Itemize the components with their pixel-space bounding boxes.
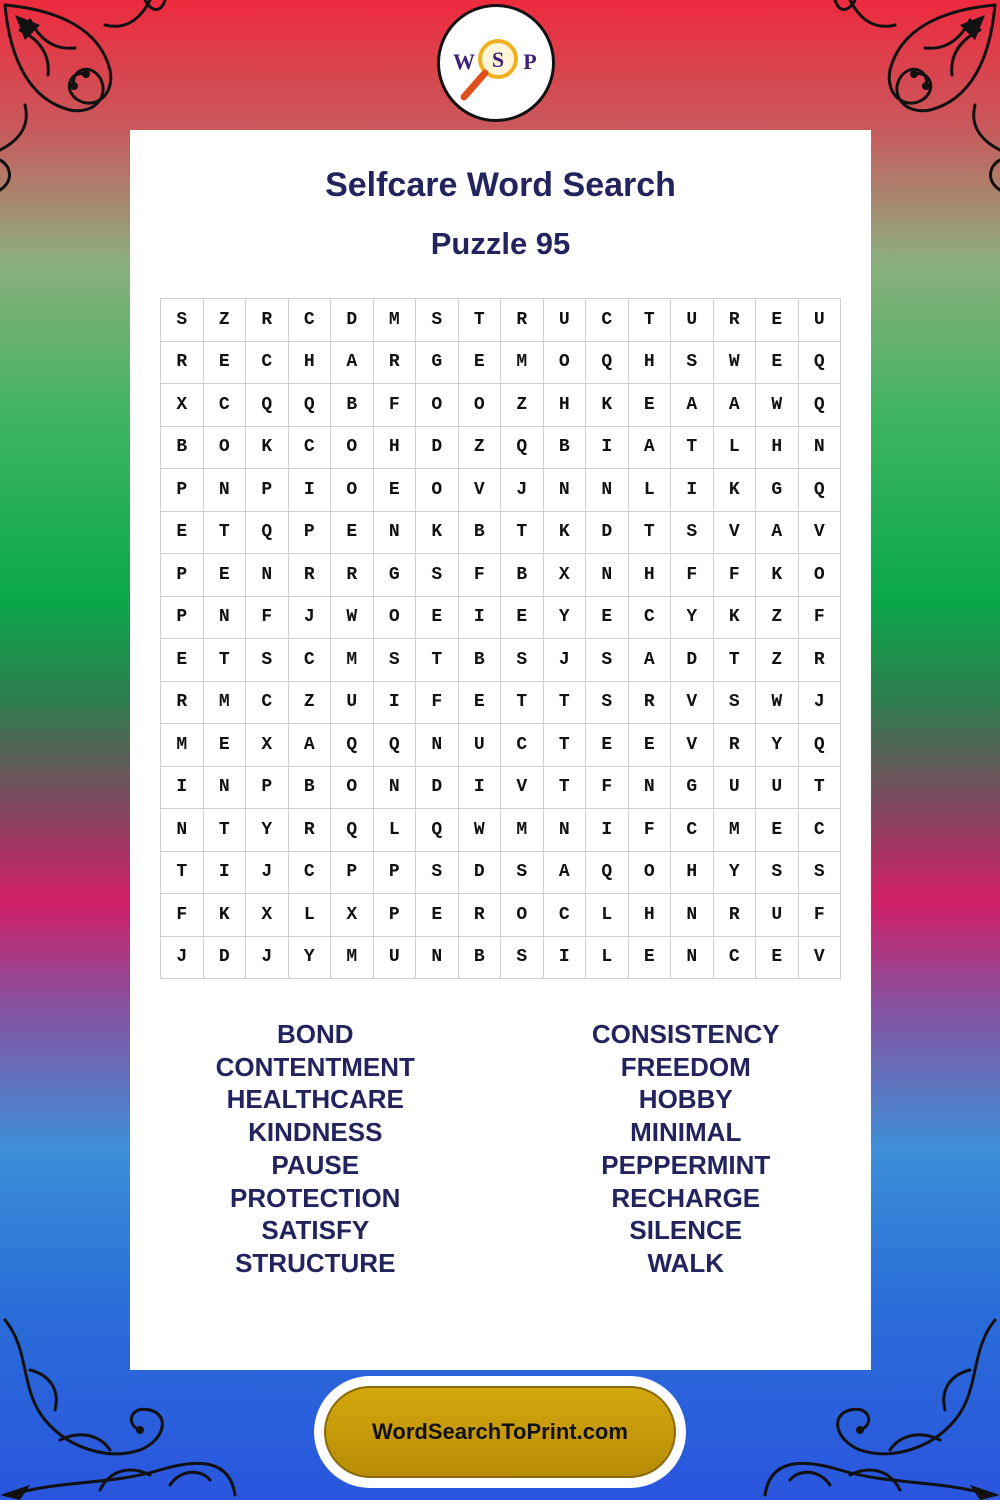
grid-cell[interactable]: E [204,554,247,597]
grid-cell[interactable]: F [161,894,204,937]
grid-cell[interactable]: Y [671,597,714,640]
grid-cell[interactable]: E [416,894,459,937]
grid-cell[interactable]: V [671,724,714,767]
grid-cell[interactable]: C [204,384,247,427]
grid-cell[interactable]: E [331,512,374,555]
grid-cell[interactable]: C [246,342,289,385]
grid-cell[interactable]: S [416,554,459,597]
grid-cell[interactable]: A [756,512,799,555]
word-list-right [501,1018,872,1280]
grid-cell[interactable]: Q [416,809,459,852]
grid-cell[interactable]: H [374,427,417,470]
grid-cell[interactable]: S [416,299,459,342]
grid-cell[interactable]: K [416,512,459,555]
grid-cell[interactable]: M [161,724,204,767]
grid-cell[interactable]: A [331,342,374,385]
grid-cell[interactable]: B [161,427,204,470]
grid-cell[interactable]: E [756,342,799,385]
grid-cell[interactable]: N [586,469,629,512]
grid-cell[interactable]: G [416,342,459,385]
grid-cell[interactable]: N [374,767,417,810]
grid-cell[interactable]: S [799,852,842,895]
grid-cell[interactable]: K [246,427,289,470]
grid-cell[interactable]: V [459,469,502,512]
grid-cell[interactable]: R [799,639,842,682]
grid-cell[interactable]: I [161,767,204,810]
grid-cell[interactable]: Z [204,299,247,342]
grid-cell[interactable]: E [204,342,247,385]
grid-cell[interactable]: W [756,384,799,427]
grid-cell[interactable]: C [246,682,289,725]
grid-cell[interactable]: E [459,682,502,725]
grid-cell[interactable]: N [374,512,417,555]
grid-cell[interactable]: C [501,724,544,767]
grid-cell[interactable]: H [289,342,332,385]
grid-cell[interactable]: U [671,299,714,342]
grid-cell[interactable]: S [161,299,204,342]
logo-letter-p: P [523,49,537,74]
grid-cell[interactable]: J [246,852,289,895]
grid-cell[interactable]: S [374,639,417,682]
grid-cell[interactable]: S [501,852,544,895]
word-list-item: PROTECTION [230,1182,401,1213]
grid-cell[interactable]: I [586,427,629,470]
grid-cell[interactable]: S [586,639,629,682]
grid-cell[interactable]: D [331,299,374,342]
grid-cell[interactable]: K [204,894,247,937]
grid-cell[interactable]: K [756,554,799,597]
grid-cell[interactable]: E [629,937,672,980]
grid-cell[interactable]: G [374,554,417,597]
grid-cell[interactable]: T [501,682,544,725]
grid-cell[interactable]: O [416,469,459,512]
grid-cell[interactable]: F [799,894,842,937]
grid-cell[interactable]: T [799,767,842,810]
grid-cell[interactable]: S [501,639,544,682]
grid-cell[interactable]: Q [246,384,289,427]
grid-cell[interactable]: H [544,384,587,427]
grid-cell[interactable]: S [714,682,757,725]
grid-cell[interactable]: N [586,554,629,597]
grid-cell[interactable]: R [714,894,757,937]
grid-cell[interactable]: Z [289,682,332,725]
grid-cell[interactable]: E [629,384,672,427]
word-list-item: PAUSE [271,1149,360,1180]
grid-cell[interactable]: A [671,384,714,427]
grid-cell[interactable]: N [799,427,842,470]
grid-cell[interactable]: Y [756,724,799,767]
grid-cell[interactable]: P [374,852,417,895]
grid-cell[interactable]: M [501,809,544,852]
grid-cell[interactable]: Z [501,384,544,427]
grid-cell[interactable]: P [161,469,204,512]
grid-cell[interactable]: E [161,639,204,682]
grid-cell[interactable]: W [331,597,374,640]
grid-cell[interactable]: T [544,682,587,725]
grid-cell[interactable]: X [161,384,204,427]
grid-cell[interactable]: Y [544,597,587,640]
grid-cell[interactable]: Y [246,809,289,852]
grid-cell[interactable]: T [544,767,587,810]
grid-cell[interactable]: E [501,597,544,640]
grid-cell[interactable]: Q [799,724,842,767]
grid-cell[interactable]: V [799,937,842,980]
grid-cell[interactable]: D [671,639,714,682]
word-list-item: CONTENTMENT [215,1051,415,1082]
grid-cell[interactable]: O [416,384,459,427]
grid-cell[interactable]: X [246,894,289,937]
grid-cell[interactable]: B [289,767,332,810]
grid-cell[interactable]: I [459,767,502,810]
grid-cell[interactable]: D [416,427,459,470]
grid-cell[interactable]: G [671,767,714,810]
grid-cell[interactable]: W [756,682,799,725]
grid-cell[interactable]: S [416,852,459,895]
grid-cell[interactable]: L [629,469,672,512]
grid-cell[interactable]: F [246,597,289,640]
grid-cell[interactable]: N [416,937,459,980]
grid-cell[interactable]: Q [799,342,842,385]
word-list-item: CONSISTENCY [591,1019,780,1049]
grid-cell[interactable]: N [544,809,587,852]
grid-cell[interactable]: B [544,427,587,470]
grid-cell[interactable]: U [756,767,799,810]
grid-cell[interactable]: C [586,299,629,342]
word-list-item: PEPPERMINT [601,1149,771,1180]
grid-cell[interactable]: R [459,894,502,937]
grid-cell[interactable]: Z [756,639,799,682]
grid-cell[interactable]: T [459,299,502,342]
grid-cell[interactable]: C [289,427,332,470]
grid-cell[interactable]: B [459,937,502,980]
grid-cell[interactable]: O [799,554,842,597]
grid-cell[interactable]: U [459,724,502,767]
grid-cell[interactable]: E [204,724,247,767]
grid-cell[interactable]: E [459,342,502,385]
grid-cell[interactable]: U [331,682,374,725]
grid-cell[interactable]: S [246,639,289,682]
grid-cell[interactable]: Y [289,937,332,980]
word-list-item: KINDNESS [248,1117,383,1148]
grid-cell[interactable]: T [204,639,247,682]
grid-cell[interactable]: F [374,384,417,427]
grid-cell[interactable]: X [246,724,289,767]
grid-cell[interactable]: O [459,384,502,427]
grid-cell[interactable]: I [374,682,417,725]
grid-cell[interactable]: N [204,597,247,640]
grid-cell[interactable]: N [416,724,459,767]
grid-cell[interactable]: M [714,809,757,852]
grid-cell[interactable]: F [629,809,672,852]
grid-cell[interactable]: J [289,597,332,640]
grid-cell[interactable]: T [501,512,544,555]
word-list [130,1018,871,1280]
grid-cell[interactable]: R [246,299,289,342]
grid-cell[interactable]: E [586,597,629,640]
grid-cell[interactable]: O [331,767,374,810]
grid-cell[interactable]: R [501,299,544,342]
grid-cell[interactable]: L [714,427,757,470]
grid-cell[interactable]: Q [799,384,842,427]
grid-cell[interactable]: P [331,852,374,895]
grid-cell[interactable]: D [586,512,629,555]
grid-cell[interactable]: M [204,682,247,725]
grid-cell[interactable]: N [671,894,714,937]
site-logo[interactable] [437,4,555,122]
grid-cell[interactable]: Z [756,597,799,640]
grid-cell[interactable]: L [289,894,332,937]
grid-cell[interactable]: Q [331,724,374,767]
grid-cell[interactable]: J [246,937,289,980]
grid-cell[interactable]: B [501,554,544,597]
word-list-item: SILENCE [629,1215,743,1246]
grid-cell[interactable]: E [416,597,459,640]
grid-cell[interactable]: I [586,809,629,852]
grid-cell[interactable]: T [204,809,247,852]
grid-cell[interactable]: Z [459,427,502,470]
grid-cell[interactable]: Q [246,512,289,555]
grid-cell[interactable]: F [459,554,502,597]
grid-cell[interactable]: T [544,724,587,767]
puzzle-number: Puzzle 95 [430,226,571,261]
grid-cell[interactable]: N [204,469,247,512]
grid-cell[interactable]: J [161,937,204,980]
grid-cell[interactable]: E [756,299,799,342]
grid-cell[interactable]: H [629,894,672,937]
grid-cell[interactable]: V [714,512,757,555]
grid-cell[interactable]: L [374,809,417,852]
grid-cell[interactable]: Q [586,342,629,385]
grid-cell[interactable]: R [714,299,757,342]
grid-cell[interactable]: F [416,682,459,725]
grid-cell[interactable]: R [161,682,204,725]
grid-cell[interactable]: P [246,767,289,810]
grid-cell[interactable]: M [331,937,374,980]
grid-cell[interactable]: O [629,852,672,895]
grid-cell[interactable]: C [714,937,757,980]
grid-cell[interactable]: X [331,894,374,937]
grid-cell[interactable]: F [799,597,842,640]
grid-cell[interactable]: K [544,512,587,555]
grid-cell[interactable]: I [459,597,502,640]
grid-cell[interactable]: G [756,469,799,512]
grid-cell[interactable]: F [714,554,757,597]
grid-cell[interactable]: J [799,682,842,725]
grid-cell[interactable]: P [374,894,417,937]
grid-cell[interactable]: C [671,809,714,852]
grid-cell[interactable]: I [671,469,714,512]
grid-cell[interactable]: L [586,894,629,937]
grid-cell[interactable]: J [501,469,544,512]
grid-cell[interactable]: M [501,342,544,385]
word-list-item: WALK [647,1247,725,1278]
grid-cell[interactable]: R [289,809,332,852]
grid-cell[interactable]: K [714,469,757,512]
grid-cell[interactable]: N [161,809,204,852]
grid-cell[interactable]: T [671,427,714,470]
grid-cell[interactable]: O [501,894,544,937]
grid-cell[interactable]: B [459,512,502,555]
grid-cell[interactable]: W [714,342,757,385]
grid-cell[interactable]: S [501,937,544,980]
grid-cell[interactable]: C [799,809,842,852]
grid-cell[interactable]: T [204,512,247,555]
grid-cell[interactable]: A [629,639,672,682]
grid-cell[interactable]: Q [331,809,374,852]
grid-cell[interactable]: C [544,894,587,937]
grid-cell[interactable]: A [629,427,672,470]
grid-cell[interactable]: E [629,724,672,767]
grid-cell[interactable]: Y [714,852,757,895]
grid-cell[interactable]: T [161,852,204,895]
grid-cell[interactable]: S [671,342,714,385]
grid-cell[interactable]: X [544,554,587,597]
grid-cell[interactable]: H [671,852,714,895]
grid-cell[interactable]: O [331,427,374,470]
grid-cell[interactable]: E [756,937,799,980]
grid-cell[interactable]: Q [799,469,842,512]
grid-cell[interactable]: A [544,852,587,895]
grid-cell[interactable]: N [204,767,247,810]
grid-cell[interactable]: V [501,767,544,810]
grid-cell[interactable]: T [629,512,672,555]
grid-cell[interactable]: D [459,852,502,895]
grid-cell[interactable]: A [714,384,757,427]
grid-cell[interactable]: C [289,299,332,342]
grid-cell[interactable]: T [629,299,672,342]
grid-cell[interactable]: R [331,554,374,597]
word-list-item: MINIMAL [630,1117,742,1148]
grid-cell[interactable]: K [714,597,757,640]
word-list-item: SATISFY [261,1215,370,1246]
logo-letter-s: S [491,47,505,72]
grid-cell[interactable]: N [629,767,672,810]
grid-cell[interactable]: D [204,937,247,980]
word-list-item: FREEDOM [620,1051,751,1082]
grid-cell[interactable]: O [544,342,587,385]
grid-cell[interactable]: U [799,299,842,342]
grid-cell[interactable]: T [714,639,757,682]
grid-cell[interactable]: F [586,767,629,810]
grid-cell[interactable]: C [289,639,332,682]
grid-cell[interactable]: S [756,852,799,895]
word-list-item: BOND [276,1019,354,1049]
grid-cell[interactable]: V [799,512,842,555]
word-list-item: HEALTHCARE [226,1084,404,1115]
grid-cell[interactable]: R [714,724,757,767]
grid-cell[interactable]: B [331,384,374,427]
grid-cell[interactable]: C [289,852,332,895]
grid-cell[interactable]: N [544,469,587,512]
grid-cell[interactable]: N [246,554,289,597]
grid-cell[interactable]: F [671,554,714,597]
grid-cell[interactable]: N [671,937,714,980]
puzzle-card [130,130,871,1370]
grid-cell[interactable]: O [204,427,247,470]
grid-cell[interactable]: J [544,639,587,682]
site-banner[interactable] [314,1376,686,1488]
grid-cell[interactable]: H [629,554,672,597]
grid-cell[interactable]: B [459,639,502,682]
grid-cell[interactable]: P [161,597,204,640]
word-list-left [130,1018,501,1280]
word-list-item: HOBBY [638,1084,733,1115]
grid-cell[interactable]: P [246,469,289,512]
grid-cell[interactable]: P [289,512,332,555]
word-list-item: RECHARGE [611,1182,761,1213]
magnifier-icon [440,7,552,119]
grid-cell[interactable]: Q [501,427,544,470]
grid-cell[interactable]: U [756,894,799,937]
grid-cell[interactable]: L [586,937,629,980]
grid-cell[interactable]: V [671,682,714,725]
grid-cell[interactable]: H [629,342,672,385]
grid-cell[interactable]: E [756,809,799,852]
grid-cell[interactable]: D [416,767,459,810]
grid-cell[interactable]: U [714,767,757,810]
letter-grid [160,298,841,979]
grid-cell[interactable]: Q [374,724,417,767]
grid-cell[interactable]: M [331,639,374,682]
logo-letter-w: W [453,49,475,74]
grid-cell[interactable]: U [544,299,587,342]
grid-cell[interactable]: O [331,469,374,512]
grid-cell[interactable]: T [416,639,459,682]
grid-cell[interactable]: M [374,299,417,342]
grid-cell[interactable]: W [459,809,502,852]
grid-cell[interactable]: E [374,469,417,512]
grid-cell[interactable]: U [374,937,417,980]
grid-cell[interactable]: I [289,469,332,512]
grid-cell[interactable]: I [544,937,587,980]
grid-cell[interactable]: A [289,724,332,767]
page-title: Selfcare Word Search [325,166,676,204]
grid-cell[interactable]: P [161,554,204,597]
grid-cell[interactable]: S [671,512,714,555]
word-list-item: STRUCTURE [235,1247,396,1278]
grid-cell[interactable]: C [629,597,672,640]
grid-cell[interactable]: Q [586,852,629,895]
grid-cell[interactable]: K [586,384,629,427]
grid-cell[interactable]: H [756,427,799,470]
grid-cell[interactable]: E [586,724,629,767]
grid-cell[interactable]: Q [289,384,332,427]
grid-cell[interactable]: S [586,682,629,725]
grid-cell[interactable]: R [161,342,204,385]
grid-cell[interactable]: O [374,597,417,640]
grid-cell[interactable]: R [374,342,417,385]
grid-cell[interactable]: R [629,682,672,725]
site-link[interactable]: WordSearchToPrint.com [324,1386,676,1478]
grid-cell[interactable]: I [204,852,247,895]
grid-cell[interactable]: E [161,512,204,555]
grid-cell[interactable]: R [289,554,332,597]
